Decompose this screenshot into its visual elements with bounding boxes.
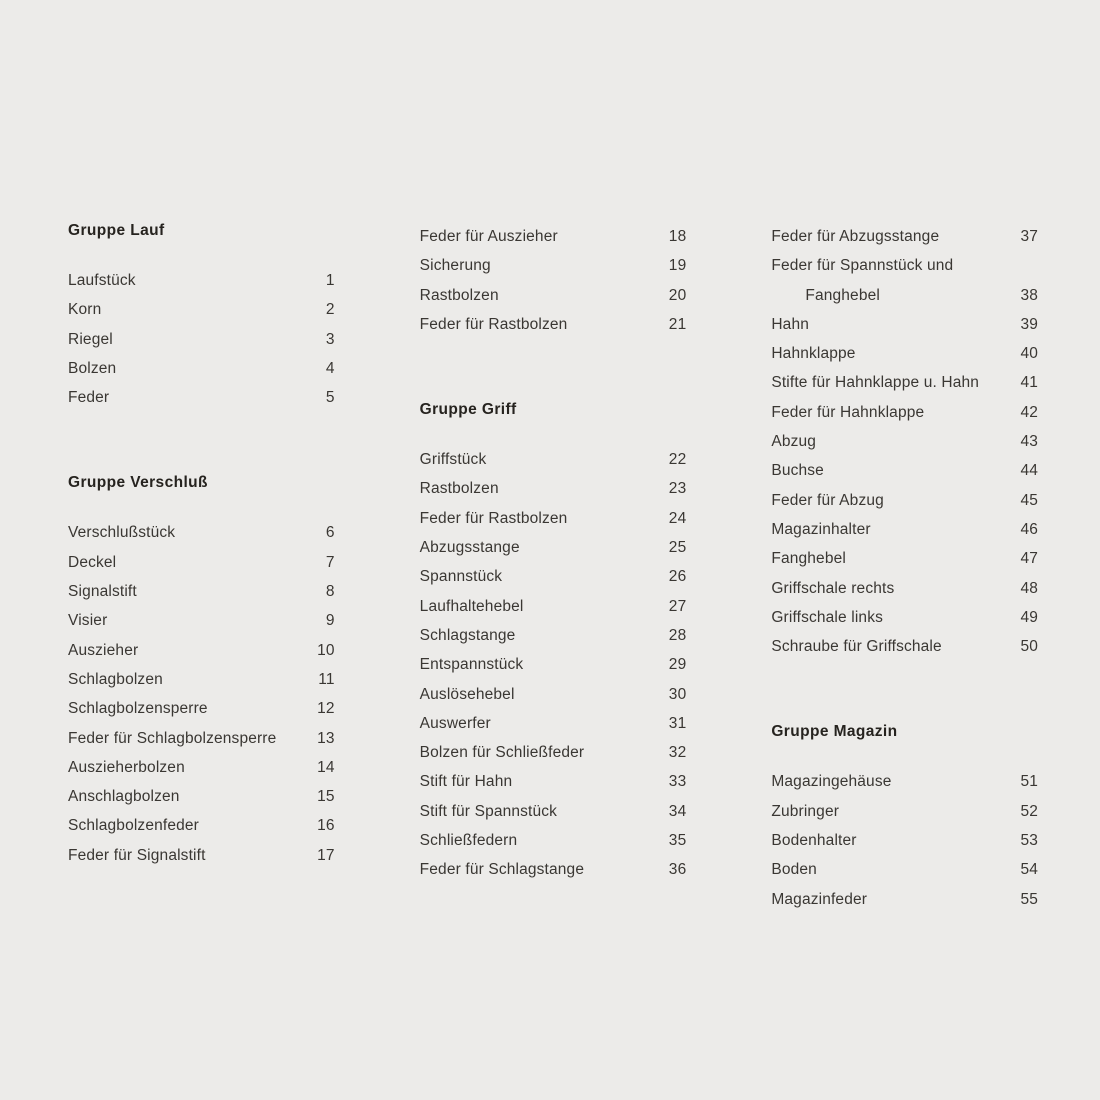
group-gruppe-lauf — [68, 222, 335, 412]
list-item[interactable] — [68, 841, 335, 870]
list-item[interactable] — [68, 548, 335, 577]
column-3 — [771, 222, 1038, 914]
list-item[interactable] — [771, 632, 1038, 661]
part-number: 2 — [325, 301, 335, 319]
list-item[interactable] — [68, 753, 335, 782]
part-number: 33 — [668, 773, 687, 791]
list-item[interactable] — [68, 606, 335, 635]
group-entry-list — [771, 767, 1038, 913]
part-name — [771, 251, 1016, 310]
part-name: Schlagbolzenfeder — [68, 817, 199, 835]
part-name: Feder für Abzugsstange — [771, 228, 940, 245]
part-number: 28 — [668, 626, 687, 644]
list-item[interactable] — [420, 709, 687, 738]
part-number: 12 — [317, 700, 335, 718]
group-entry-list — [68, 518, 335, 870]
part-number: 39 — [1020, 315, 1039, 333]
part-name-line-2: Fanghebel — [805, 286, 880, 304]
group-entry-list — [771, 222, 1038, 661]
list-item[interactable] — [68, 694, 335, 723]
list-item[interactable] — [68, 295, 335, 324]
part-name: Feder für Rastbolzen — [419, 509, 568, 527]
part-name: Feder für Auszieher — [419, 228, 558, 245]
part-name: Griffschale rechts — [771, 579, 895, 597]
part-number: 53 — [1020, 832, 1039, 850]
part-name: Schlagstange — [419, 626, 516, 644]
group-griff-continued — [771, 222, 1038, 661]
list-item[interactable] — [68, 782, 335, 811]
list-item[interactable] — [420, 310, 687, 339]
part-name: Sicherung — [419, 257, 491, 275]
part-number: 38 — [1020, 286, 1039, 304]
list-item[interactable] — [771, 310, 1038, 339]
list-item[interactable] — [68, 325, 335, 354]
list-item[interactable] — [420, 445, 687, 474]
part-number: 34 — [668, 802, 687, 820]
list-item[interactable] — [420, 621, 687, 650]
group-gruppe-magazin — [771, 723, 1038, 913]
part-number: 11 — [318, 670, 335, 688]
list-item[interactable] — [68, 665, 335, 694]
list-item[interactable] — [68, 636, 335, 665]
list-item[interactable] — [771, 222, 1038, 251]
column-1 — [68, 222, 335, 914]
group-title: Gruppe Lauf — [68, 222, 165, 239]
part-name: Schraube für Griffschale — [771, 638, 942, 656]
list-item[interactable] — [420, 504, 687, 533]
part-name: Auswerfer — [419, 714, 491, 732]
group-gruppe-verschluss — [68, 474, 335, 870]
list-item[interactable] — [420, 826, 687, 855]
part-name: Abzug — [771, 433, 817, 451]
list-item[interactable] — [420, 767, 687, 796]
part-name: Spannstück — [419, 568, 503, 586]
part-name: Feder für Hahnklappe — [771, 403, 925, 421]
part-number: 8 — [325, 583, 335, 601]
part-name: Feder für Abzug — [771, 491, 884, 509]
list-item[interactable] — [771, 398, 1038, 427]
part-name: Feder — [68, 389, 110, 407]
part-name: Feder für Signalstift — [68, 846, 206, 864]
part-number: 22 — [668, 451, 687, 469]
list-item[interactable] — [771, 603, 1038, 632]
part-number: 16 — [317, 817, 335, 835]
list-item[interactable] — [420, 855, 687, 884]
part-name: Zubringer — [771, 802, 840, 820]
part-number: 20 — [668, 286, 687, 304]
part-name: Rastbolzen — [419, 286, 499, 304]
part-name: Griffschale links — [771, 608, 884, 626]
part-number: 31 — [668, 714, 687, 732]
list-item[interactable] — [420, 592, 687, 621]
part-name: Korn — [68, 301, 102, 319]
list-item[interactable] — [771, 486, 1038, 515]
list-item[interactable] — [771, 797, 1038, 826]
list-item[interactable] — [420, 562, 687, 591]
part-number: 6 — [325, 524, 335, 542]
list-item[interactable] — [68, 577, 335, 606]
part-number: 51 — [1020, 773, 1039, 791]
part-number: 52 — [1020, 802, 1039, 820]
part-number: 4 — [325, 359, 335, 377]
part-number: 17 — [317, 846, 335, 864]
list-item[interactable] — [771, 339, 1038, 368]
part-number: 40 — [1020, 345, 1039, 363]
group-entry-list — [420, 222, 687, 339]
part-number: 19 — [668, 257, 687, 275]
part-name: Rastbolzen — [419, 480, 499, 498]
list-item[interactable] — [420, 281, 687, 310]
part-number: 1 — [325, 272, 335, 289]
part-name: Boden — [771, 861, 817, 879]
list-item[interactable] — [771, 826, 1038, 855]
list-item[interactable] — [771, 456, 1038, 485]
part-name: Magazinhalter — [771, 520, 871, 538]
part-name: Bolzen — [68, 359, 117, 377]
part-name: Laufhaltehebel — [419, 597, 524, 615]
part-number: 21 — [668, 315, 687, 333]
list-item[interactable] — [771, 855, 1038, 884]
part-number: 37 — [1020, 228, 1039, 245]
part-name: Schlagbolzen — [68, 670, 163, 688]
part-name: Visier — [68, 612, 108, 630]
list-item[interactable] — [771, 544, 1038, 573]
part-number: 13 — [317, 729, 335, 747]
list-item[interactable] — [771, 885, 1038, 914]
part-name: Stifte für Hahnklappe u. Hahn — [771, 374, 980, 392]
part-number: 9 — [325, 612, 335, 630]
part-number: 47 — [1020, 550, 1039, 568]
part-name: Entspannstück — [419, 656, 524, 674]
part-name: Bodenhalter — [771, 832, 857, 850]
part-name: Griffstück — [419, 451, 487, 469]
part-number: 3 — [325, 330, 335, 348]
part-number: 7 — [325, 553, 335, 571]
part-number: 55 — [1020, 890, 1039, 908]
part-name: Feder für Schlagstange — [419, 861, 585, 879]
part-name: Schlagbolzensperre — [68, 700, 208, 718]
part-name: Buchse — [771, 462, 824, 480]
part-name: Hahn — [771, 315, 809, 333]
part-number: 5 — [325, 389, 335, 407]
part-name: Deckel — [68, 553, 117, 571]
part-number: 45 — [1020, 491, 1039, 509]
part-number: 18 — [668, 228, 687, 245]
part-number: 54 — [1020, 861, 1039, 879]
group-entry-list — [68, 266, 335, 412]
list-item[interactable] — [68, 518, 335, 547]
part-name: Stift für Hahn — [419, 773, 513, 791]
part-number: 15 — [317, 788, 335, 806]
part-name: Magazingehäuse — [771, 773, 892, 791]
part-number: 30 — [668, 685, 687, 703]
part-number: 41 — [1020, 374, 1039, 392]
group-title: Gruppe Magazin — [771, 723, 898, 741]
part-name: Auszieherbolzen — [68, 758, 185, 776]
parts-list-columns — [68, 222, 1038, 914]
part-name: Bolzen für Schließfeder — [419, 744, 585, 762]
list-item[interactable] — [420, 797, 687, 826]
part-number: 14 — [317, 758, 335, 776]
part-number: 23 — [668, 480, 687, 498]
part-number: 25 — [668, 539, 687, 557]
list-item[interactable] — [771, 427, 1038, 456]
list-item[interactable] — [68, 354, 335, 383]
list-item[interactable] — [420, 251, 687, 280]
part-name: Feder für Schlagbolzensperre — [68, 729, 277, 747]
list-item[interactable] — [771, 767, 1038, 796]
group-title: Gruppe Verschluß — [68, 474, 208, 492]
part-name: Anschlagbolzen — [68, 788, 180, 806]
part-number: 49 — [1020, 608, 1039, 626]
group-gruppe-griff — [420, 401, 687, 884]
part-number: 24 — [668, 509, 687, 527]
part-name: Magazinfeder — [771, 890, 868, 908]
part-name: Auszieher — [68, 641, 139, 659]
group-entry-list — [420, 445, 687, 884]
group-title: Gruppe Griff — [419, 401, 517, 419]
list-item[interactable] — [68, 724, 335, 753]
part-number: 46 — [1020, 520, 1039, 538]
list-item[interactable] — [771, 251, 1038, 310]
part-name: Fanghebel — [771, 550, 846, 568]
part-name: Verschlußstück — [68, 524, 176, 542]
list-item[interactable] — [68, 266, 335, 295]
part-number: 29 — [668, 656, 687, 674]
list-item[interactable] — [420, 474, 687, 503]
part-name-line-1: Feder für Spannstück und — [771, 257, 954, 275]
list-item[interactable] — [420, 533, 687, 562]
part-number: 10 — [317, 641, 335, 659]
part-name: Signalstift — [68, 583, 137, 601]
group-verschluss-continued — [420, 222, 687, 339]
part-number: 50 — [1020, 638, 1039, 656]
list-item[interactable] — [420, 222, 687, 251]
list-item[interactable] — [420, 650, 687, 679]
list-item[interactable] — [420, 738, 687, 767]
list-item[interactable] — [68, 811, 335, 840]
part-name: Auslösehebel — [419, 685, 515, 703]
part-number: 48 — [1020, 579, 1039, 597]
part-name: Riegel — [68, 330, 113, 348]
part-number: 32 — [668, 744, 687, 762]
part-name: Abzugsstange — [419, 539, 520, 557]
part-name: Schließfedern — [419, 832, 518, 850]
list-item[interactable] — [68, 383, 335, 412]
part-number: 42 — [1020, 403, 1039, 421]
list-item[interactable] — [771, 515, 1038, 544]
part-number: 35 — [668, 832, 687, 850]
column-2 — [420, 222, 687, 914]
part-number: 26 — [668, 568, 687, 586]
part-number: 36 — [668, 861, 687, 879]
part-number: 44 — [1020, 462, 1039, 480]
part-name: Stift für Spannstück — [419, 802, 558, 820]
part-number: 43 — [1020, 433, 1039, 451]
list-item[interactable] — [771, 368, 1038, 397]
list-item[interactable] — [771, 574, 1038, 603]
part-number: 27 — [668, 597, 687, 615]
part-name: Feder für Rastbolzen — [419, 315, 568, 333]
part-name: Laufstück — [68, 272, 136, 289]
part-name: Hahnklappe — [771, 345, 856, 363]
list-item[interactable] — [420, 680, 687, 709]
